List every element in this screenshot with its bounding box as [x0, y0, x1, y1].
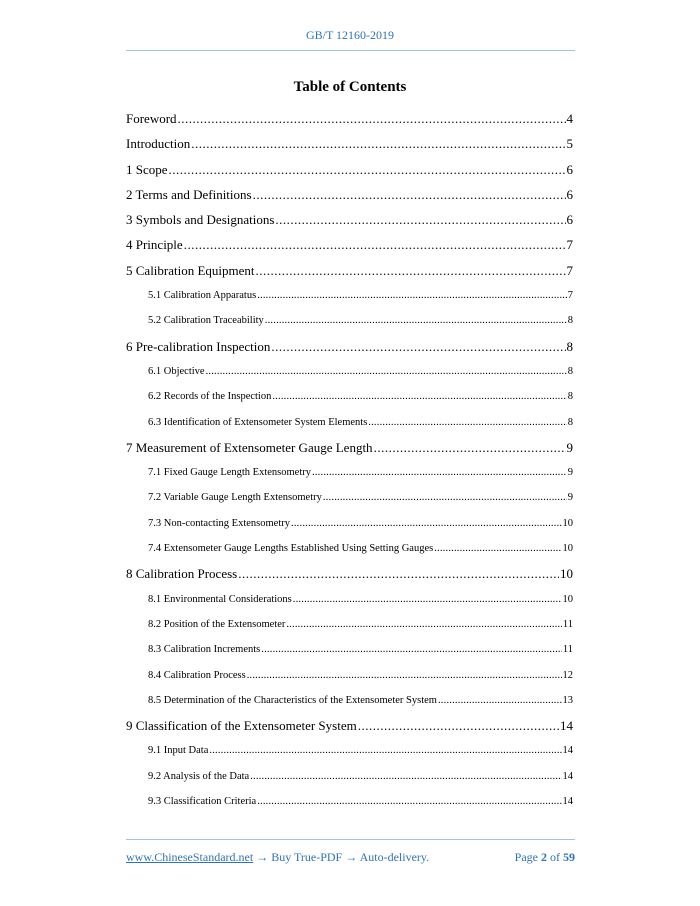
- toc-subentry[interactable]: [126, 511, 573, 536]
- dot-leader: [178, 106, 566, 131]
- toc-page-number: 7: [566, 262, 573, 278]
- dot-leader: [286, 612, 562, 637]
- buy-pdf-text: Buy True-PDF: [268, 850, 346, 864]
- toc-subentry[interactable]: [126, 283, 573, 308]
- toc-page-number: 10: [562, 543, 573, 555]
- toc-entry-title: 5.2 Calibration Traceability: [148, 315, 264, 327]
- toc-entry[interactable]: [126, 561, 573, 586]
- toc-page-number: 7: [567, 290, 573, 302]
- dot-leader: [256, 258, 566, 283]
- dot-leader: [169, 157, 566, 182]
- dot-leader: [253, 182, 566, 207]
- dot-leader: [323, 485, 567, 510]
- toc-page-number: 14: [562, 796, 573, 808]
- dot-leader: [368, 410, 566, 435]
- dot-leader: [261, 637, 562, 662]
- toc-page-number: 8: [567, 416, 573, 428]
- dot-leader: [191, 131, 565, 156]
- toc-page-number: 13: [562, 694, 573, 706]
- toc-entry[interactable]: [126, 435, 573, 460]
- toc-subentry[interactable]: [126, 384, 573, 409]
- toc-entry-title: 9.3 Classification Criteria: [148, 796, 257, 808]
- toc-page-number: 10: [560, 566, 573, 582]
- toc-page-number: 8: [567, 365, 573, 377]
- toc-subentry[interactable]: [126, 738, 573, 763]
- toc-entry[interactable]: [126, 207, 573, 232]
- toc-entry-title: 3 Symbols and Designations: [126, 212, 275, 228]
- toc-entry-title: 9.2 Analysis of the Data: [148, 770, 250, 782]
- toc-page-number: 6: [566, 161, 573, 177]
- dot-leader: [271, 334, 565, 359]
- toc-page-number: 8: [567, 315, 573, 327]
- toc-entry-title: 7.3 Non-contacting Extensometry: [148, 517, 291, 529]
- dot-leader: [275, 207, 565, 232]
- dot-leader: [358, 713, 559, 738]
- toc-entry-title: Introduction: [126, 136, 191, 152]
- toc-subentry[interactable]: [126, 410, 573, 435]
- toc-subentry[interactable]: [126, 612, 573, 637]
- toc-subentry[interactable]: [126, 637, 573, 662]
- current-page: 2: [541, 850, 547, 864]
- toc-subentry[interactable]: [126, 308, 573, 333]
- toc-page-number: 6: [566, 186, 573, 202]
- header-divider: [126, 50, 575, 51]
- toc-entry-title: 2 Terms and Definitions: [126, 186, 252, 202]
- toc-entry[interactable]: [126, 131, 573, 156]
- toc-subentry[interactable]: [126, 587, 573, 612]
- toc-page-number: 11: [562, 618, 573, 630]
- toc-entry[interactable]: [126, 334, 573, 359]
- toc-entry-title: 7.1 Fixed Gauge Length Extensometry: [148, 467, 312, 479]
- page-number: [515, 850, 575, 865]
- dot-leader: [438, 688, 562, 713]
- toc-entry-title: 1 Scope: [126, 161, 168, 177]
- dot-leader: [293, 587, 562, 612]
- toc-page-number: 10: [562, 517, 573, 529]
- dot-leader: [184, 232, 566, 257]
- toc-entry[interactable]: [126, 232, 573, 257]
- toc-page-number: 8: [567, 391, 573, 403]
- toc-subentry[interactable]: [126, 764, 573, 789]
- toc-page-number: 9: [567, 467, 573, 479]
- arrow-right-icon: →: [345, 850, 358, 864]
- dot-leader: [272, 384, 566, 409]
- toc-entry-title: 9.1 Input Data: [148, 745, 209, 757]
- footer-links: [126, 850, 429, 865]
- toc-entry-title: 8.1 Environmental Considerations: [148, 593, 292, 605]
- toc-entry-title: 8.5 Determination of the Characteristics of the Extensometer System: [148, 694, 437, 706]
- toc-page-number: 12: [562, 669, 573, 681]
- toc-entry-title: 5.1 Calibration Apparatus: [148, 290, 257, 302]
- toc-subentry[interactable]: [126, 460, 573, 485]
- toc-page-number: 14: [562, 770, 573, 782]
- dot-leader: [257, 283, 567, 308]
- toc-title: Table of Contents: [293, 79, 407, 95]
- toc-entry[interactable]: [126, 713, 573, 738]
- toc-entry-title: 6.3 Identification of Extensometer System Elements: [148, 416, 368, 428]
- toc-page-number: 5: [566, 136, 573, 152]
- toc-page-number: 6: [566, 212, 573, 228]
- toc-page-number: 10: [562, 593, 573, 605]
- toc-page-number: 14: [560, 718, 573, 734]
- of-label: of: [550, 850, 560, 864]
- toc-page-number: 14: [562, 745, 573, 757]
- toc-entry-title: 9 Classification of the Extensometer System: [126, 718, 357, 734]
- dot-leader: [291, 511, 561, 536]
- toc-entry-title: 6 Pre-calibration Inspection: [126, 338, 271, 354]
- toc-entry-title: 8.4 Calibration Process: [148, 669, 246, 681]
- arrow-right-icon: →: [256, 850, 269, 864]
- toc-page-number: 7: [566, 237, 573, 253]
- toc-page-number: 11: [562, 644, 573, 656]
- dot-leader: [265, 308, 567, 333]
- toc-subentry[interactable]: [126, 359, 573, 384]
- toc-entry[interactable]: [126, 106, 573, 131]
- dot-leader: [434, 536, 561, 561]
- dot-leader: [247, 663, 562, 688]
- table-of-contents: [126, 106, 573, 814]
- toc-entry[interactable]: [126, 182, 573, 207]
- dot-leader: [257, 789, 561, 814]
- dot-leader: [206, 359, 567, 384]
- toc-entry-title: 7 Measurement of Extensometer Gauge Length: [126, 439, 373, 455]
- toc-subentry[interactable]: [126, 663, 573, 688]
- toc-entry-title: Foreword: [126, 111, 177, 126]
- toc-entry[interactable]: [126, 258, 573, 283]
- toc-entry-title: 7.4 Extensometer Gauge Lengths Established Using Setting Gauges: [148, 543, 434, 555]
- toc-page-number: 9: [566, 439, 573, 455]
- toc-entry-title: 5 Calibration Equipment: [126, 262, 255, 278]
- toc-entry[interactable]: [126, 157, 573, 182]
- website-link[interactable]: www.ChineseStandard.net: [126, 850, 254, 864]
- footer-divider: [126, 839, 575, 840]
- page-label: Page: [514, 850, 538, 864]
- total-pages: 59: [563, 850, 575, 864]
- toc-entry-title: 6.1 Objective: [148, 365, 205, 377]
- toc-entry-title: 8 Calibration Process: [126, 566, 238, 582]
- dot-leader: [250, 764, 561, 789]
- dot-leader: [209, 738, 561, 763]
- dot-leader: [374, 435, 566, 460]
- toc-page-number: 9: [567, 492, 573, 504]
- toc-subentry[interactable]: [126, 688, 573, 713]
- page-header: GB/T 12160-2019: [305, 28, 395, 42]
- toc-page-number: 8: [566, 338, 573, 354]
- dot-leader: [238, 561, 559, 586]
- toc-subentry[interactable]: [126, 536, 573, 561]
- toc-subentry[interactable]: [126, 485, 573, 510]
- toc-entry-title: 8.2 Position of the Extensometer: [148, 618, 286, 630]
- toc-entry-title: 8.3 Calibration Increments: [148, 644, 261, 656]
- auto-delivery-text: Auto-delivery.: [357, 850, 430, 864]
- toc-entry-title: 7.2 Variable Gauge Length Extensometry: [148, 492, 322, 504]
- dot-leader: [312, 460, 567, 485]
- toc-entry-title: 6.2 Records of the Inspection: [148, 391, 272, 403]
- toc-subentry[interactable]: [126, 789, 573, 814]
- toc-entry-title: 4 Principle: [126, 237, 183, 253]
- toc-page-number: 4: [566, 111, 573, 126]
